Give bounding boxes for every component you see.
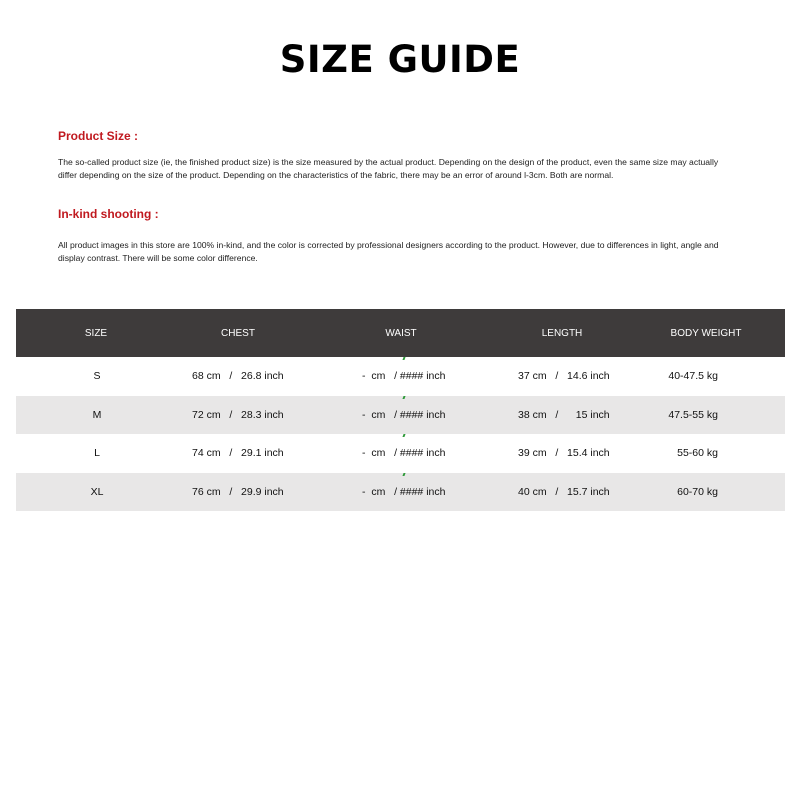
size-table <box>16 309 785 511</box>
in-kind-text: All product images in this store are 100% in-kind, and the color is corrected by professional designers according to the product. However, due to differences in light, angle and display contrast. There will be some color difference. <box>58 240 719 263</box>
cell-length: 39 cm / 15.4 inch <box>518 447 610 459</box>
cell-body-weight: 47.5-55 kg <box>668 408 718 421</box>
table-row <box>16 434 785 473</box>
cell-chest: 72 cm / 28.3 inch <box>192 408 284 421</box>
product-size-text: The so-called product size (ie, the finished product size) is the size measured by the actual product. Depending on the design of the product, even the same size may actually differ depending on the size of the product. Depending on the characteristics of the fabric, there may be an error of around l-3cm. Both are normal. <box>58 157 719 180</box>
header-body-weight: BODY WEIGHT <box>670 328 742 339</box>
cell-body-weight: 60-70 kg <box>677 485 718 498</box>
header-waist: WAIST <box>385 328 417 339</box>
cell-waist: - cm / #### inch <box>362 485 446 498</box>
product-size-heading: Product Size : <box>58 129 139 143</box>
cell-chest: 74 cm / 29.1 inch <box>192 447 284 459</box>
cell-length: 37 cm / 14.6 inch <box>518 370 610 382</box>
green-tick-mark <box>403 357 406 360</box>
table-row <box>16 357 785 396</box>
cell-waist: - cm / #### inch <box>362 408 446 421</box>
cell-chest: 68 cm / 26.8 inch <box>192 370 284 382</box>
header-size: SIZE <box>84 328 108 339</box>
cell-waist: - cm / #### inch <box>362 370 446 382</box>
cell-length: 40 cm / 15.7 inch <box>518 485 610 498</box>
green-tick-mark <box>403 434 406 437</box>
table-row <box>16 473 785 512</box>
page-title: SIZE GUIDE <box>279 38 521 81</box>
cell-size: M <box>92 408 102 421</box>
cell-size: L <box>94 447 100 459</box>
cell-length: 38 cm / 15 inch <box>518 408 610 421</box>
cell-size: XL <box>90 485 104 498</box>
green-tick-mark <box>403 396 406 399</box>
table-row <box>16 396 785 435</box>
green-tick-mark <box>403 473 406 476</box>
cell-body-weight: 55-60 kg <box>677 447 718 459</box>
cell-body-weight: 40-47.5 kg <box>668 370 718 382</box>
cell-size: S <box>93 370 101 382</box>
cell-chest: 76 cm / 29.9 inch <box>192 485 284 498</box>
header-chest: CHEST <box>221 328 255 339</box>
cell-waist: - cm / #### inch <box>362 447 446 459</box>
header-length: LENGTH <box>541 328 583 339</box>
in-kind-heading: In-kind shooting : <box>58 207 159 221</box>
table-header <box>16 309 785 357</box>
